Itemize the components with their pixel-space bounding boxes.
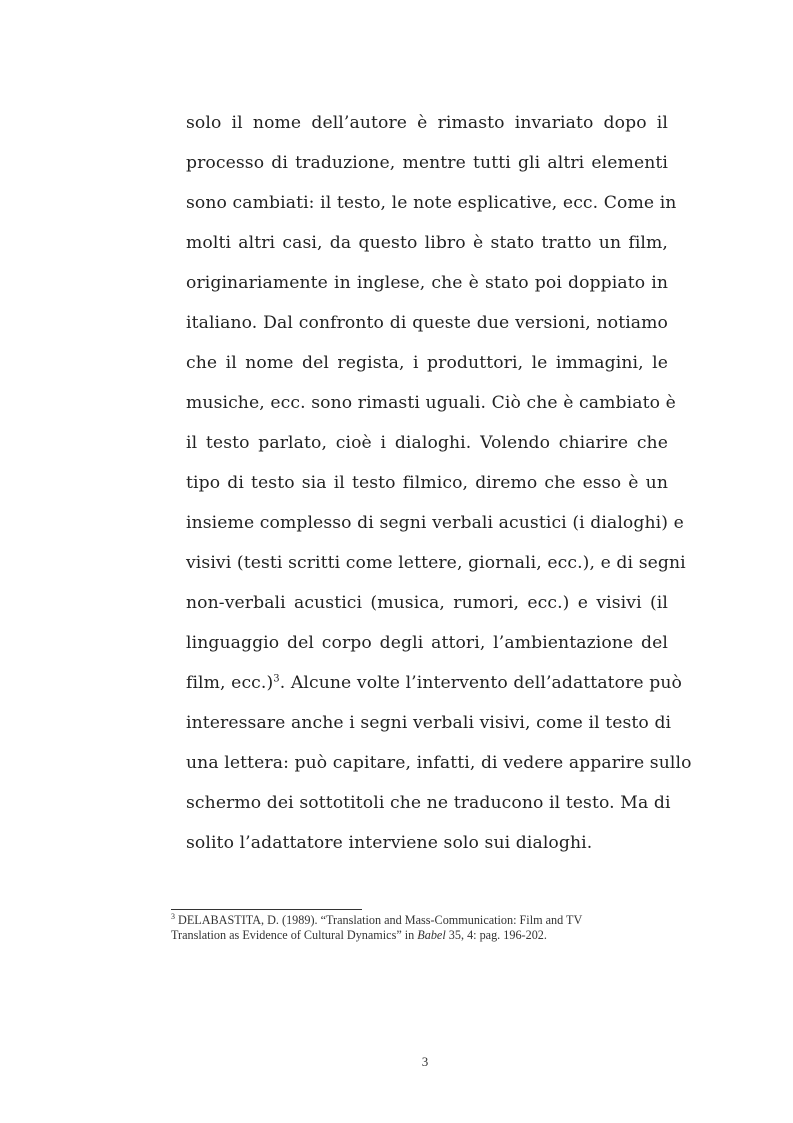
body-text-line-with-footnote-ref (186, 668, 682, 698)
body-text-line: visivi (testi scritti come lettere, giornali, ecc.), e di segni (186, 553, 686, 573)
footnote-line (171, 928, 671, 943)
text-segment: . Alcune volte l’intervento dell’adattatore può (279, 673, 682, 693)
body-text-line: il testo parlato, cioè i dialoghi. Volendo chiarire che (186, 433, 668, 453)
body-text-line: interessare anche i segni verbali visivi, come il testo di (186, 713, 672, 733)
body-text-line: solo il nome dell’autore è rimasto invariato dopo il (186, 113, 668, 133)
footnote-separator (171, 909, 362, 910)
body-text-line: solito l’adattatore interviene solo sui dialoghi. (186, 833, 593, 853)
body-text-line: che il nome del regista, i produttori, le immagini, le (186, 353, 668, 373)
body-text-line: schermo dei sottotitoli che ne traducono il testo. Ma di (186, 793, 671, 813)
page-number: 3 (421, 1054, 429, 1069)
footnote-line (171, 913, 671, 928)
footnote-text: 35, 4: pag. 196-202. (445, 928, 547, 942)
body-text-line: musiche, ecc. sono rimasti uguali. Ciò che è cambiato è (186, 393, 676, 413)
body-text-line: una lettera: può capitare, infatti, di vedere apparire sullo (186, 753, 692, 773)
footnote-reference[interactable]: 3 (273, 673, 280, 685)
footnote-journal-title: Babel (417, 928, 446, 942)
body-text-line: tipo di testo sia il testo filmico, diremo che esso è un (186, 473, 668, 493)
footnote (171, 913, 671, 943)
body-text-line: molti altri casi, da questo libro è stato tratto un film, (186, 233, 668, 253)
body-text-line: processo di traduzione, mentre tutti gli altri elementi (186, 153, 668, 173)
body-text-line: italiano. Dal confronto di queste due versioni, notiamo (186, 313, 668, 333)
footnote-number: 3 (171, 911, 175, 921)
body-text-line: sono cambiati: il testo, le note esplicative, ecc. Come in (186, 193, 677, 213)
footnote-text: DELABASTITA, D. (1989). “Translation and Mass-Communication: Film and TV (175, 913, 583, 927)
body-text-line: linguaggio del corpo degli attori, l’ambientazione del (186, 633, 668, 653)
body-text-line: non-verbali acustici (musica, rumori, ecc.) e visivi (il (186, 593, 668, 613)
text-segment: film, ecc.) (186, 673, 274, 693)
footnote-text: Translation as Evidence of Cultural Dynamics” in (171, 928, 418, 942)
body-text-line: originariamente in inglese, che è stato poi doppiato in (186, 273, 668, 293)
body-text-line: insieme complesso di segni verbali acustici (i dialoghi) e (186, 513, 684, 533)
